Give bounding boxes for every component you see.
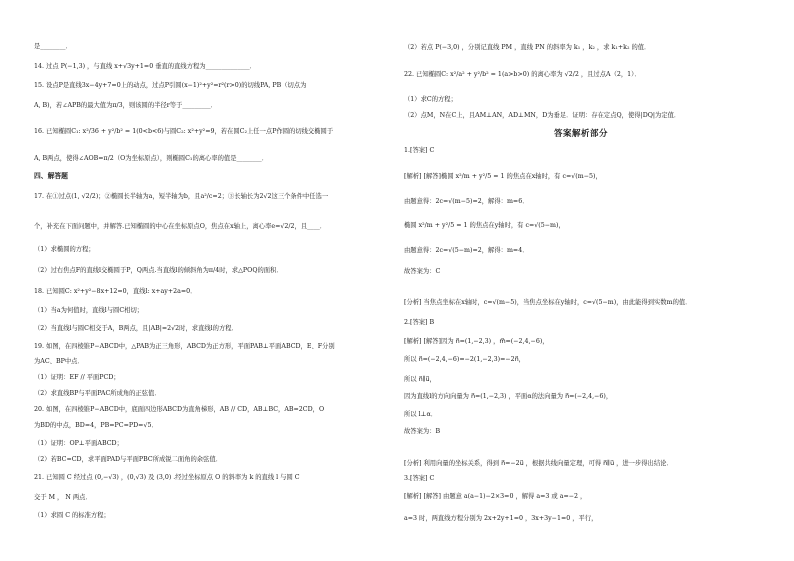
text-line: （1）求椭圆的方程； [34,246,95,253]
text-line: （1）证明：OP⊥平面ABCD； [34,440,123,447]
text-line: （2）当直线l与圆C相交于A，B两点，且|AB|=2√2时，求直线l的方程． [34,325,238,332]
text-line: [解析] [解答] 由题意 a(a−1)−2×3=0 ，解得 a=3 或 a=−2 ， [404,493,587,500]
text-line: （2）若BC=CD，求平面PAD与平面PBC所成锐二面角的余弦值． [34,456,222,463]
text-line: 由题意得：2c=√(m−5)=2，解得：m=6． [404,198,529,205]
text-line: 16. 已知椭圆C₁: x²/36 + y²/b² = 1(0<b<6)与圆C₂: x²+y²=9，若在圆C₂上任一点P作圆的切线交椭圆于 [34,128,334,135]
section-heading: 四、解答题 [34,172,68,180]
text-line: A, B两点，使得∠AOB=π/2（O为坐标原点），则椭圆C₁的离心率的值是________． [34,155,269,162]
text-line: （2）若点 P(−3,0) ，分别记直线 PM ，直线 PN 的斜率为 k₁ ，k₂ ，求 k₁+k₂ 的值． [404,44,651,51]
text-line: 2.[答案] B [404,319,435,326]
text-line: 交于 M ， N 两点． [34,494,92,501]
text-line: （1）求C的方程； [404,96,457,103]
text-line: 椭圆 x²/m + y²/5 = 1 的焦点在y轴时，有 c=√(5−m)， [404,222,565,229]
text-line: 20. 如图，在四棱锥P−ABCD中，底面四边形ABCD为直角梯形，AB // CD，AB⊥BC，AB=2CD，O [34,406,325,413]
text-line: 所以 n⃗∥u⃗， [404,376,436,383]
text-line: 所以 l⊥α． [404,411,438,418]
text-line: [解析] [解答]椭圆 x²/m + y²/5 = 1 的焦点在x轴时，有 c=√(m−5)， [404,173,602,180]
text-line: （2）过右焦点F的直线l交椭圆于P，Q两点.当直线l的倾斜角为π/4时，求△POQ的面积． [34,267,283,274]
text-line: 17. 在①过点(1, √2/2)；②椭圆长半轴为a，短半轴为b，且a²/c=2；③长轴长为2√2这三个条件中任选一 [34,193,329,200]
text-line: 故答案为：B [404,428,441,435]
text-line: （1）证明：EF // 平面PCD； [34,374,120,381]
text-line: 15. 设点P是直线3x−4y+7=0上的动点，过点P引圆(x−1)²+y²=r²(r>0)的切线PA, PB（切点为 [34,82,307,89]
right-column [404,0,764,561]
text-line: 21. 已知圆 C 经过点 (0,−√3) ，(0,√3) 及 (3,0) .经过坐标原点 O 的斜率为 k 的直线 l 与圆 C [34,474,300,481]
text-line: 22. 已知椭圆C: x²/a² + y²/b² = 1(a>b>0) 的离心率为 √2/2 ，且过点A（2，1）． [404,71,641,78]
text-line: 为AC、BP中点． [34,358,84,365]
text-line: 因为直线l的方向向量为 n⃗=(1,−2,3) ，平面α的法向量为 n⃗=(−2,4,−6)， [404,393,613,400]
text-line: a=3 时，两直线方程分别为 2x+2y+1=0 ，3x+3y−1=0 ，平行， [404,515,598,522]
text-line: 故答案为：C [404,268,441,275]
text-line: A, B)，若∠APB的最大值为π/3，则该圆的半径r等于_________． [34,102,217,109]
text-line: 个，补充在下面问题中，并解答.已知椭圆的中心在坐标原点O，焦点在x轴上，离心率e=√2/2，且____． [34,223,327,230]
text-line: （2）点M，N在C上，且AM⊥AN，AD⊥MN，D为垂足．证明：存在定点Q，使得|DQ|为定值． [404,112,681,119]
text-line: （1）当a为何值时，直线l与圆C相切； [34,307,144,314]
text-line: （2）求直线BP与平面PAC所成角的正弦值． [34,390,161,397]
text-line: 由题意得：2c=√(5−m)=2，解得：m=4． [404,247,529,254]
text-line: 是________． [34,43,72,50]
text-line: 所以 n⃗=(−2,4,−6)=−2(1,−2,3)=−2n⃗， [404,356,525,363]
text-line: 1.[答案] C [404,147,435,154]
text-line: 19. 如图，在四棱锥P−ABCD中，△PAB为正三角形，ABCD为正方形，平面PAB⊥平面ABCD，E、F分别 [34,343,335,350]
answer-section-title: 答案解析部分 [554,129,609,139]
text-line: 14. 过点 P(−1,3) ，与直线 x+√3y+1=0 垂直的直线方程为______________． [34,63,256,70]
text-line: 18. 已知圆C: x²+y²−8x+12=0，直线l: x+ay+2a=0． [34,288,197,295]
text-line: 为BD的中点，BD=4，PB=PC=PD=√5． [34,422,158,429]
text-line: [分析] 利用向量的坐标关系，得到 n⃗=−2u⃗ ，根据共线向量定理，可得 n⃗∥u⃗ ，进一步得出结论． [404,460,673,467]
text-line: [解析] [解答]因为 n⃗=(1,−2,3) ，m⃗=(−2,4,−6)， [404,338,549,345]
text-line: [分析] 当焦点坐标在x轴时，c=√(m−5)，当焦点坐标在y轴时，c=√(5−m)，由此能得到实数m的值． [404,299,692,306]
left-column [34,0,394,561]
text-line: （1）求圆 C 的标准方程； [34,512,110,519]
text-line: 3.[答案] C [404,475,435,482]
